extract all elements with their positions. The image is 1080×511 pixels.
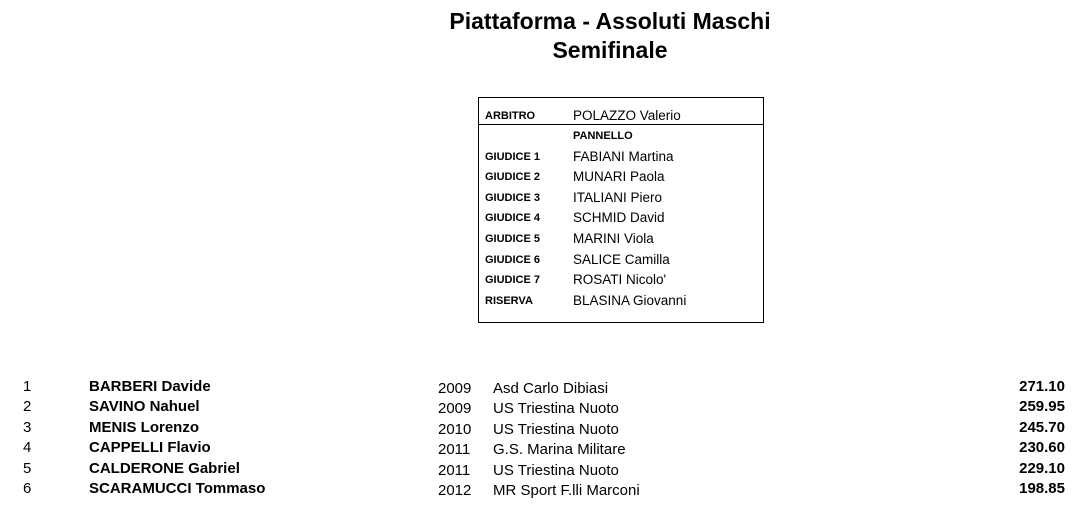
- club-name: US Triestina Nuoto: [493, 400, 619, 417]
- result-row: [0, 377, 1080, 397]
- birth-year: 2012: [438, 482, 472, 499]
- official-role: RISERVA: [485, 295, 533, 307]
- club-name: MR Sport F.lli Marconi: [493, 482, 640, 499]
- score: 245.70: [1019, 419, 1065, 436]
- birth-year: 2011: [438, 441, 471, 458]
- official-name: FABIANI Martina: [573, 149, 674, 164]
- result-rank: 6: [23, 480, 32, 497]
- official-row-pannello: [479, 126, 763, 146]
- official-row-arbitro: [479, 106, 763, 126]
- official-name: SCHMID David: [573, 210, 665, 225]
- athlete-name: SAVINO Nahuel: [89, 398, 200, 415]
- official-name: ITALIANI Piero: [573, 190, 663, 205]
- score: 229.10: [1019, 460, 1065, 477]
- panel-heading: PANNELLO: [573, 130, 633, 142]
- score: 198.85: [1019, 480, 1065, 497]
- official-row-giudice-2: [479, 167, 763, 187]
- result-rank: 2: [23, 398, 32, 415]
- result-rank: 1: [23, 378, 32, 395]
- official-name: MUNARI Paola: [573, 169, 665, 184]
- athlete-name: BARBERI Davide: [89, 378, 211, 395]
- official-row-giudice-3: [479, 188, 763, 208]
- divider: [479, 124, 763, 125]
- score: 271.10: [1019, 378, 1065, 395]
- result-rank: 5: [23, 460, 32, 477]
- score: 259.95: [1019, 398, 1065, 415]
- official-role: GIUDICE 4: [485, 212, 541, 224]
- club-name: US Triestina Nuoto: [493, 462, 619, 479]
- official-name: SALICE Camilla: [573, 252, 670, 267]
- officials-panel: [478, 97, 764, 323]
- result-row: [0, 479, 1080, 499]
- official-role: GIUDICE 3: [485, 192, 541, 204]
- club-name: US Triestina Nuoto: [493, 421, 619, 438]
- official-role: GIUDICE 7: [485, 274, 541, 286]
- official-row-giudice-1: [479, 147, 763, 167]
- result-row: [0, 418, 1080, 438]
- athlete-name: CAPPELLI Flavio: [89, 439, 211, 456]
- official-row-giudice-4: [479, 208, 763, 228]
- club-name: Asd Carlo Dibiasi: [493, 380, 609, 397]
- athlete-name: MENIS Lorenzo: [89, 419, 200, 436]
- official-role: ARBITRO: [485, 110, 536, 122]
- official-row-giudice-7: [479, 270, 763, 290]
- club-name: G.S. Marina Militare: [493, 441, 626, 458]
- official-role: GIUDICE 5: [485, 233, 541, 245]
- birth-year: 2009: [438, 400, 472, 417]
- page-subtitle: Semifinale: [552, 37, 668, 63]
- result-rank: 4: [23, 439, 32, 456]
- official-name: BLASINA Giovanni: [573, 293, 687, 308]
- official-role: GIUDICE 6: [485, 254, 541, 266]
- official-name: ROSATI Nicolo': [573, 272, 667, 287]
- official-role: GIUDICE 1: [485, 151, 541, 163]
- birth-year: 2009: [438, 380, 472, 397]
- athlete-name: CALDERONE Gabriel: [89, 460, 240, 477]
- result-row: [0, 397, 1080, 417]
- official-role: GIUDICE 2: [485, 171, 541, 183]
- birth-year: 2010: [438, 421, 472, 438]
- score: 230.60: [1019, 439, 1065, 456]
- page-title: Piattaforma - Assoluti Maschi: [449, 8, 771, 34]
- result-row: [0, 438, 1080, 458]
- athlete-name: SCARAMUCCI Tommaso: [89, 480, 266, 497]
- official-name: MARINI Viola: [573, 231, 654, 246]
- result-rank: 3: [23, 419, 32, 436]
- result-row: [0, 459, 1080, 479]
- official-row-giudice-5: [479, 229, 763, 249]
- official-row-giudice-6: [479, 250, 763, 270]
- birth-year: 2011: [438, 462, 471, 479]
- official-name: POLAZZO Valerio: [573, 108, 681, 123]
- official-row-riserva: [479, 291, 763, 311]
